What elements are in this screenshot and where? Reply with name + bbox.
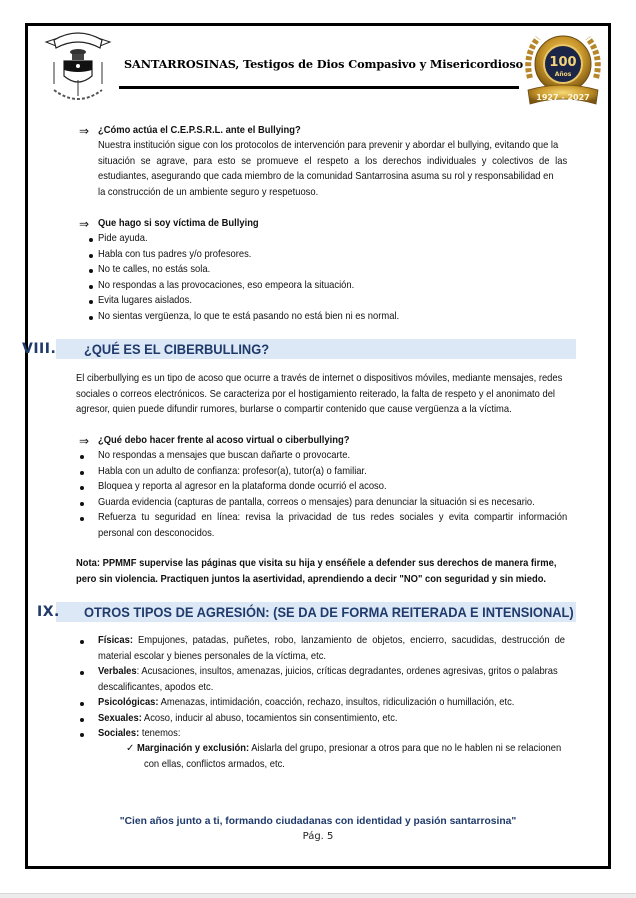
note-line-2: pero sin violencia. Practiquen juntos la asertividad, aprendiendo a decir "NO" con seguridad y sin miedo. [76, 574, 547, 585]
viii-item: Habla con un adulto de confianza: profesor(a), tutor(a) o familiar. [98, 466, 367, 477]
cepsrl-line-2: situación se agrave, para esto se promueve el respeto a los derechos individuales y colectivos de las [98, 156, 568, 167]
viii-line-3: agresor, quien puede difundir rumores, burlarse o compartir contenido que cause vergüenza a la víctima. [76, 404, 512, 415]
item-label: Psicológicas: [98, 697, 159, 708]
cepsrl-line-4: la construcción de un ambiente seguro y respetuoso. [98, 187, 319, 198]
arrow-bullet-icon: ⇒ [79, 217, 90, 231]
victim-item: Pide ayuda. [98, 233, 148, 244]
ix-item-sexuales [98, 711, 398, 727]
header-rule [119, 86, 519, 89]
badge-years: 1927 - 2027 [536, 93, 590, 102]
bullet-icon [80, 702, 84, 706]
cepsrl-line-3: estudiantes, asegurando que cada miembro de la comunidad Santarrosina asuma su rol y responsabilidad en [98, 171, 554, 182]
checkmark-icon: ✓ [126, 743, 135, 754]
bullet-icon [80, 671, 84, 675]
viii-line-2: sociales o correos electrónicos. Se caracteriza por el hostigamiento reiterado, la falta de respeto y el anonimato del [76, 389, 556, 400]
bullet-icon [80, 471, 84, 475]
viii-question: ¿Qué debo hacer frente al acoso virtual o ciberbullying? [98, 435, 350, 446]
arrow-bullet-icon: ⇒ [79, 124, 90, 138]
section-ix-title: OTROS TIPOS DE AGRESIÓN: (SE DA DE FORMA REITERADA E INTENSIONAL) [84, 604, 574, 620]
anniversary-100-years-badge [520, 28, 606, 108]
bullet-icon [89, 238, 93, 242]
viii-item: No respondas a mensajes que buscan dañarte o provocarte. [98, 450, 351, 461]
victim-item: Habla con tus padres y/o profesores. [98, 249, 252, 260]
badge-word: Años [554, 71, 572, 78]
school-crest-logo [40, 28, 116, 108]
item-label: Físicas: [98, 635, 133, 646]
section-ix-number: IX. [37, 604, 60, 620]
bullet-icon [89, 316, 93, 320]
viii-item: Guarda evidencia (capturas de pantalla, correos o mensajes) para denunciar la situación si es necesario. [98, 497, 535, 508]
bullet-icon [80, 718, 84, 722]
viii-item-continued: personal con desconocidos. [98, 528, 215, 539]
viii-item: Refuerza tu seguridad en línea: revisa la privacidad de tus redes sociales y evita compartir información [98, 512, 568, 523]
bullet-icon [89, 254, 93, 258]
viii-item: Bloquea y reporta al agresor en la plataforma donde ocurrió el acoso. [98, 481, 387, 492]
item-text: Aislarla del grupo, presionar a otros para que no le hablen ni se relacionen [251, 743, 562, 754]
ix-item-sociales [98, 726, 180, 742]
item-text: tenemos: [141, 728, 181, 739]
ix-item-psicologicas [98, 695, 514, 711]
item-text: Amenazas, intimidación, coacción, rechazo, insultos, ridiculización o humillación, etc. [160, 697, 515, 708]
page-number: Pág. 5 [302, 831, 334, 842]
item-label: Verbales [98, 666, 137, 677]
bullet-icon [80, 640, 84, 644]
victim-item: No respondas a las provocaciones, eso empeora la situación. [98, 280, 355, 291]
bullet-icon [80, 517, 84, 521]
victim-heading: Que hago si soy víctima de Bullying [98, 218, 259, 229]
note-line-1: Nota: PPMMF supervise las páginas que visita su hija y enséñele a defender sus derechos de manera firme, [76, 558, 557, 569]
ix-item-verbales [98, 664, 558, 680]
bullet-icon [80, 455, 84, 459]
item-text: : Acusaciones, insultos, amenazas, juicios, críticas degradantes, ordenes agresivas, gritos o palabras [136, 666, 558, 677]
item-text: Empujones, patadas, puñetes, robo, lanzamiento de objetos, encierro, sacudidas, destrucción de [137, 635, 566, 646]
header-title: SANTARROSINAS, Testigos de Dios Compasivo y Misericordioso [124, 57, 524, 71]
bullet-icon [80, 502, 84, 506]
victim-item: No sientas vergüenza, lo que te está pasando no está bien ni es normal. [98, 311, 400, 322]
bullet-icon [80, 486, 84, 490]
cepsrl-heading: ¿Cómo actúa el C.E.P.S.R.L. ante el Bullying? [98, 125, 301, 136]
section-viii-title: ¿QUÉ ES EL CIBERBULLING? [84, 341, 270, 357]
item-label: Sexuales: [98, 713, 142, 724]
item-text: Acoso, inducir al abuso, tocamientos sin consentimiento, etc. [143, 713, 398, 724]
bullet-icon [89, 285, 93, 289]
bullet-icon [80, 733, 84, 737]
victim-item: Evita lugares aislados. [98, 295, 192, 306]
item-label: Sociales: [98, 728, 140, 739]
section-viii-number: VIII. [22, 341, 57, 357]
bullet-icon [89, 300, 93, 304]
ix-item-fisicas [98, 633, 565, 649]
badge-number: 100 [549, 55, 577, 70]
bullet-icon [89, 269, 93, 273]
victim-item: No te calles, no estás sola. [98, 264, 211, 275]
viii-line-1: El ciberbullying es un tipo de acoso que ocurre a través de internet o dispositivos móviles, mediante mensajes, redes [76, 373, 563, 384]
ix-subitem-marginacion [137, 741, 561, 757]
viewer-bottom-edge [0, 893, 636, 898]
ix-item-verbales-cont: descalificantes, apodos etc. [98, 682, 214, 693]
footer-quote: "Cien años junto a ti, formando ciudadanas con identidad y pasión santarrosina" [119, 816, 517, 827]
item-label: Marginación y exclusión: [137, 743, 250, 754]
ix-item-fisicas-cont: material escolar y bienes personales de la víctima, etc. [98, 651, 327, 662]
ix-subitem-marginacion-cont: con ellas, conflictos armados, etc. [144, 759, 285, 770]
cepsrl-line-1: Nuestra institución sigue con los protocolos de intervención para prevenir y abordar el bullying, evitando que la [98, 140, 559, 151]
arrow-bullet-icon: ⇒ [79, 434, 90, 448]
